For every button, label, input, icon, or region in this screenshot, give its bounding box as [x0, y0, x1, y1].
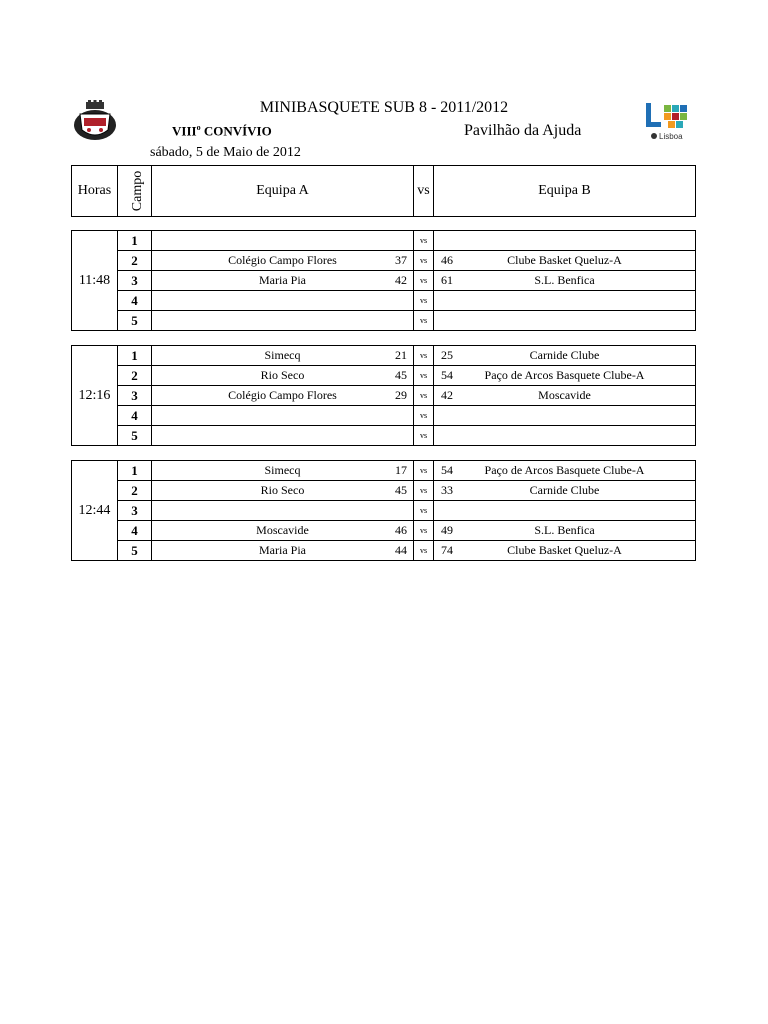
- score-a: 42: [395, 273, 407, 287]
- campo-number: 1: [118, 231, 152, 251]
- team-a-cell: [152, 406, 414, 426]
- vs-label: vs: [414, 501, 434, 521]
- team-a-name: Simecq: [264, 348, 301, 362]
- team-b-name: Clube Basket Queluz-A: [507, 253, 622, 267]
- team-b-cell: [434, 386, 696, 406]
- score-b: 42: [441, 388, 453, 402]
- col-vs: vs: [414, 166, 434, 217]
- team-a-name: Simecq: [264, 463, 301, 477]
- score-b: 46: [441, 253, 453, 267]
- team-b-cell: [434, 271, 696, 291]
- score-a: 37: [395, 253, 407, 267]
- venue-label: Pavilhão da Ajuda: [464, 122, 582, 139]
- campo-number: 4: [118, 521, 152, 541]
- team-a-cell: [152, 426, 414, 446]
- team-a-cell: [152, 311, 414, 331]
- campo-number: 4: [118, 406, 152, 426]
- vs-label: vs: [414, 366, 434, 386]
- team-b-cell: [434, 291, 696, 311]
- subtitle-sup: o: [196, 123, 201, 132]
- score-b: 54: [441, 463, 453, 477]
- campo-number: 2: [118, 251, 152, 271]
- team-a-cell: [152, 461, 414, 481]
- col-team-a: Equipa A: [152, 166, 414, 217]
- game-row: [72, 541, 696, 561]
- campo-number: 3: [118, 386, 152, 406]
- game-row: [72, 501, 696, 521]
- score-b: 54: [441, 368, 453, 382]
- campo-number: 1: [118, 346, 152, 366]
- team-a-cell: [152, 386, 414, 406]
- team-b-name: Paço de Arcos Basquete Clube-A: [484, 368, 645, 382]
- vs-label: vs: [414, 231, 434, 251]
- team-b-name: S.L. Benfica: [534, 273, 595, 287]
- team-a-cell: [152, 481, 414, 501]
- lisboa-logo-icon: [642, 101, 692, 141]
- team-b-name: Carnide Clube: [529, 348, 600, 362]
- team-a-cell: [152, 366, 414, 386]
- vs-label: vs: [414, 521, 434, 541]
- campo-number: 4: [118, 291, 152, 311]
- game-row: [72, 271, 696, 291]
- team-a-cell: [152, 271, 414, 291]
- campo-number: 2: [118, 481, 152, 501]
- session-table: [71, 460, 696, 561]
- team-a-cell: [152, 231, 414, 251]
- score-a: 46: [395, 523, 407, 537]
- game-row: [72, 366, 696, 386]
- team-a-name: Colégio Campo Flores: [228, 388, 337, 402]
- game-row: [72, 311, 696, 331]
- club-crest-icon: [72, 100, 118, 142]
- score-b: 33: [441, 483, 453, 497]
- team-a-name: Rio Seco: [260, 368, 305, 382]
- vs-label: vs: [414, 251, 434, 271]
- team-b-cell: [434, 406, 696, 426]
- game-row: [72, 386, 696, 406]
- campo-number: 2: [118, 366, 152, 386]
- game-row: [72, 231, 696, 251]
- team-b-cell: [434, 541, 696, 561]
- col-horas: Horas: [72, 166, 118, 217]
- game-row: [72, 346, 696, 366]
- logo-text: Lisboa: [659, 132, 683, 141]
- session-table: [71, 345, 696, 446]
- subtitle-rest: CONVÍVIO: [200, 123, 272, 139]
- team-b-name: S.L. Benfica: [534, 523, 595, 537]
- team-b-name: Paço de Arcos Basquete Clube-A: [484, 463, 645, 477]
- col-campo-label: Campo: [130, 170, 146, 212]
- team-b-cell: [434, 231, 696, 251]
- score-a: 29: [395, 388, 407, 402]
- team-b-cell: [434, 311, 696, 331]
- vs-label: vs: [414, 461, 434, 481]
- score-a: 21: [395, 348, 407, 362]
- event-subtitle: [172, 123, 272, 139]
- team-b-cell: [434, 521, 696, 541]
- game-row: [72, 251, 696, 271]
- team-b-name: Carnide Clube: [529, 483, 600, 497]
- session-time: 11:48: [72, 231, 118, 331]
- team-b-cell: [434, 251, 696, 271]
- campo-number: 5: [118, 311, 152, 331]
- team-a-name: Maria Pia: [259, 273, 306, 287]
- game-row: [72, 461, 696, 481]
- page-title: MINIBASQUETE SUB 8 - 2011/2012: [259, 99, 509, 116]
- campo-number: 1: [118, 461, 152, 481]
- vs-label: vs: [414, 291, 434, 311]
- subtitle-main: VIII: [172, 123, 197, 139]
- session-table: [71, 230, 696, 331]
- session-time: 12:16: [72, 346, 118, 446]
- vs-label: vs: [414, 541, 434, 561]
- team-b-name: Moscavide: [538, 388, 591, 402]
- team-b-cell: [434, 501, 696, 521]
- col-team-b: Equipa B: [434, 166, 696, 217]
- game-row: [72, 521, 696, 541]
- team-a-cell: [152, 541, 414, 561]
- score-a: 44: [395, 543, 407, 557]
- game-row: [72, 426, 696, 446]
- team-a-name: Colégio Campo Flores: [228, 253, 337, 267]
- vs-label: vs: [414, 406, 434, 426]
- team-a-name: Moscavide: [256, 523, 309, 537]
- score-a: 17: [395, 463, 407, 477]
- col-campo: [118, 166, 152, 217]
- session-time: 12:44: [72, 461, 118, 561]
- campo-number: 3: [118, 271, 152, 291]
- vs-label: vs: [414, 346, 434, 366]
- campo-number: 3: [118, 501, 152, 521]
- team-a-cell: [152, 291, 414, 311]
- team-a-name: Rio Seco: [260, 483, 305, 497]
- score-a: 45: [395, 483, 407, 497]
- team-b-cell: [434, 366, 696, 386]
- score-a: 45: [395, 368, 407, 382]
- game-row: [72, 291, 696, 311]
- game-row: [72, 406, 696, 426]
- team-b-cell: [434, 346, 696, 366]
- header-table: [71, 165, 696, 217]
- team-a-name: Maria Pia: [259, 543, 306, 557]
- vs-label: vs: [414, 426, 434, 446]
- date-label: sábado, 5 de Maio de 2012: [150, 145, 301, 160]
- campo-number: 5: [118, 426, 152, 446]
- team-a-cell: [152, 346, 414, 366]
- team-b-name: Clube Basket Queluz-A: [507, 543, 622, 557]
- team-a-cell: [152, 251, 414, 271]
- team-b-cell: [434, 426, 696, 446]
- team-a-cell: [152, 501, 414, 521]
- vs-label: vs: [414, 481, 434, 501]
- game-row: [72, 481, 696, 501]
- team-b-cell: [434, 461, 696, 481]
- team-a-cell: [152, 521, 414, 541]
- vs-label: vs: [414, 271, 434, 291]
- campo-number: 5: [118, 541, 152, 561]
- score-b: 49: [441, 523, 453, 537]
- score-b: 74: [441, 543, 453, 557]
- score-b: 25: [441, 348, 453, 362]
- vs-label: vs: [414, 311, 434, 331]
- score-b: 61: [441, 273, 453, 287]
- team-b-cell: [434, 481, 696, 501]
- vs-label: vs: [414, 386, 434, 406]
